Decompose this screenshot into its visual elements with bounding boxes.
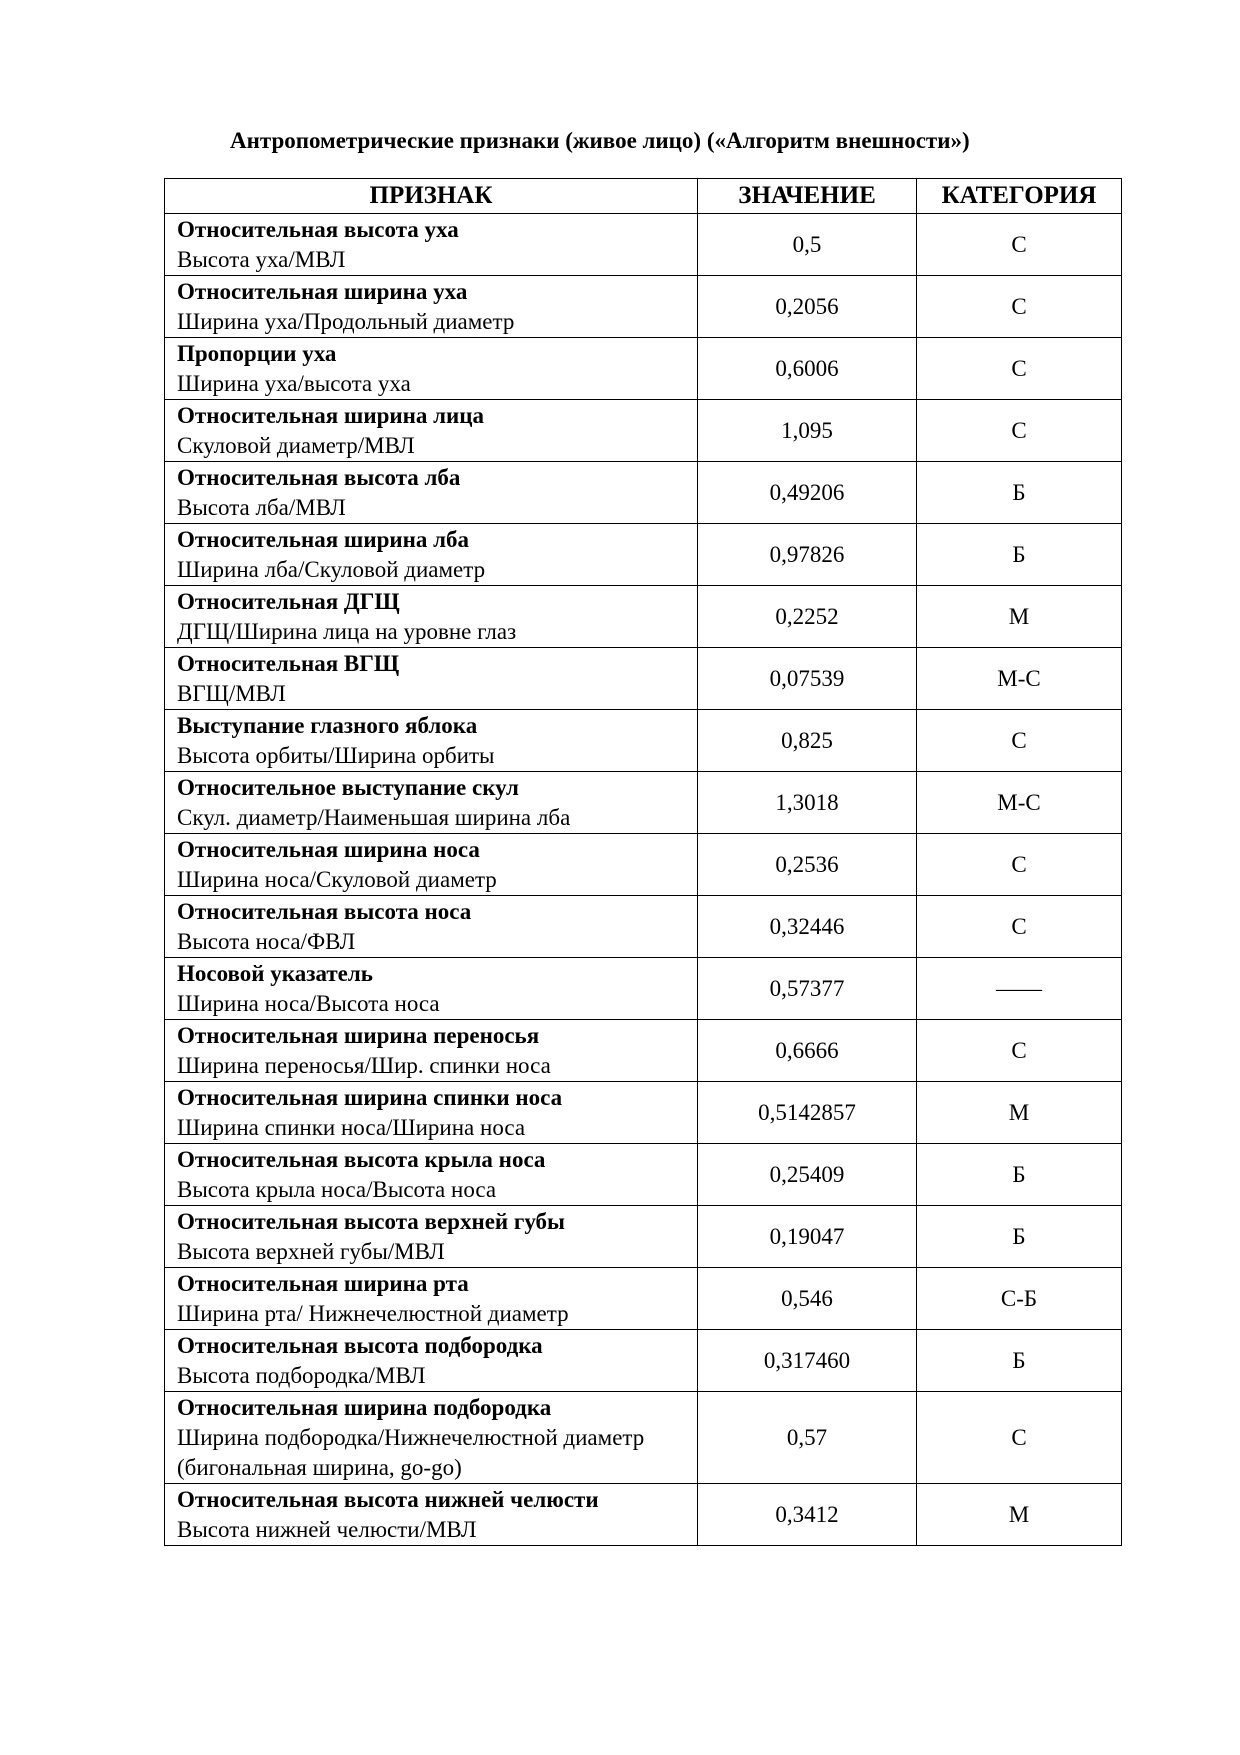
table-row [165, 834, 1122, 896]
feature-name: Относительная ширина лица [177, 402, 485, 428]
feature-formula: Ширина спинки носа/Ширина носа [177, 1114, 526, 1140]
category-cell: С [917, 834, 1122, 896]
table-row [165, 214, 1122, 276]
value-cell: 1,3018 [698, 772, 917, 834]
feature-name: Относительная ширина переносья [177, 1022, 540, 1048]
feature-name: Относительная ширина подбородка [177, 1394, 552, 1420]
table-row [165, 1330, 1122, 1392]
feature-formula: Скуловой диаметр/МВЛ [177, 432, 415, 458]
category-cell: С [917, 1020, 1122, 1082]
feature-name: Относительная ВГЩ [177, 650, 400, 676]
feature-cell [165, 586, 698, 648]
table-row [165, 1020, 1122, 1082]
category-cell: С [917, 214, 1122, 276]
value-cell: 0,25409 [698, 1144, 917, 1206]
table-row [165, 1206, 1122, 1268]
feature-name: Относительная ширина лба [177, 526, 470, 552]
category-cell: М-С [917, 772, 1122, 834]
category-cell: Б [917, 462, 1122, 524]
value-cell: 0,97826 [698, 524, 917, 586]
category-cell: —— [917, 958, 1122, 1020]
feature-formula: Ширина уха/Продольный диаметр [177, 308, 515, 334]
feature-formula: Ширина уха/высота уха [177, 370, 411, 396]
table-header-row [165, 179, 1122, 214]
table-row [165, 400, 1122, 462]
feature-cell [165, 1330, 698, 1392]
category-cell: С [917, 1392, 1122, 1484]
feature-name: Выступание глазного яблока [177, 712, 478, 738]
value-cell: 0,2056 [698, 276, 917, 338]
feature-formula: ВГЩ/МВЛ [177, 680, 286, 706]
feature-cell [165, 524, 698, 586]
table-row [165, 462, 1122, 524]
feature-name: Относительная ширина носа [177, 836, 480, 862]
feature-cell [165, 338, 698, 400]
category-cell: С [917, 276, 1122, 338]
feature-formula: Высота уха/МВЛ [177, 246, 346, 272]
feature-formula: Ширина переносья/Шир. спинки носа [177, 1052, 551, 1078]
feature-cell [165, 462, 698, 524]
feature-name: Относительное выступание скул [177, 774, 519, 800]
feature-cell [165, 214, 698, 276]
category-cell: С [917, 896, 1122, 958]
feature-formula: Ширина подбородка/Нижнечелюстной диаметр (бигональная ширина, go-go) [177, 1424, 645, 1480]
feature-cell [165, 772, 698, 834]
table-row [165, 1392, 1122, 1484]
feature-formula: Ширина носа/Скуловой диаметр [177, 866, 497, 892]
document-title: Антропометрические признаки (живое лицо) («Алгоритм внешности») [230, 128, 970, 153]
table-row [165, 524, 1122, 586]
value-cell: 0,5142857 [698, 1082, 917, 1144]
feature-formula: Высота лба/МВЛ [177, 494, 346, 520]
feature-cell [165, 276, 698, 338]
feature-cell [165, 1082, 698, 1144]
feature-formula: Высота носа/ФВЛ [177, 928, 356, 954]
category-cell: С-Б [917, 1268, 1122, 1330]
feature-formula: ДГЩ/Ширина лица на уровне глаз [177, 618, 517, 644]
feature-cell [165, 1268, 698, 1330]
feature-name: Относительная высота крыла носа [177, 1146, 546, 1172]
value-cell: 0,57 [698, 1392, 917, 1484]
feature-formula: Ширина рта/ Нижнечелюстной диаметр [177, 1300, 569, 1326]
feature-cell [165, 710, 698, 772]
feature-name: Пропорции уха [177, 340, 337, 366]
feature-formula: Высота крыла носа/Высота носа [177, 1176, 497, 1202]
value-cell: 0,546 [698, 1268, 917, 1330]
value-cell: 0,6666 [698, 1020, 917, 1082]
value-cell: 0,317460 [698, 1330, 917, 1392]
table-row [165, 896, 1122, 958]
table-row [165, 586, 1122, 648]
value-cell: 0,2536 [698, 834, 917, 896]
table-row [165, 648, 1122, 710]
anthropometric-table [164, 178, 1122, 1546]
header-value: ЗНАЧЕНИЕ [698, 179, 917, 214]
value-cell: 0,57377 [698, 958, 917, 1020]
table-row [165, 958, 1122, 1020]
feature-formula: Высота нижней челюсти/МВЛ [177, 1516, 477, 1542]
category-cell: Б [917, 1206, 1122, 1268]
feature-name: Относительная ширина рта [177, 1270, 469, 1296]
feature-formula: Ширина лба/Скуловой диаметр [177, 556, 486, 582]
category-cell: Б [917, 1144, 1122, 1206]
feature-cell [165, 400, 698, 462]
value-cell: 0,6006 [698, 338, 917, 400]
feature-cell [165, 896, 698, 958]
value-cell: 0,32446 [698, 896, 917, 958]
feature-name: Относительная ширина уха [177, 278, 468, 304]
feature-cell [165, 1392, 698, 1484]
category-cell: Б [917, 524, 1122, 586]
table-row [165, 338, 1122, 400]
value-cell: 0,07539 [698, 648, 917, 710]
value-cell: 0,19047 [698, 1206, 917, 1268]
table-row [165, 1082, 1122, 1144]
feature-cell [165, 648, 698, 710]
feature-formula: Ширина носа/Высота носа [177, 990, 440, 1016]
feature-cell [165, 958, 698, 1020]
category-cell: М [917, 1484, 1122, 1546]
feature-name: Относительная высота носа [177, 898, 472, 924]
feature-cell [165, 1206, 698, 1268]
feature-name: Носовой указатель [177, 960, 373, 986]
value-cell: 0,5 [698, 214, 917, 276]
category-cell: С [917, 400, 1122, 462]
category-cell: М [917, 1082, 1122, 1144]
table-row [165, 710, 1122, 772]
feature-cell [165, 834, 698, 896]
header-category: КАТЕГОРИЯ [917, 179, 1122, 214]
table-row [165, 1268, 1122, 1330]
feature-formula: Высота орбиты/Ширина орбиты [177, 742, 495, 768]
table-row [165, 276, 1122, 338]
category-cell: С [917, 710, 1122, 772]
feature-cell [165, 1020, 698, 1082]
category-cell: Б [917, 1330, 1122, 1392]
value-cell: 0,3412 [698, 1484, 917, 1546]
feature-cell [165, 1144, 698, 1206]
feature-name: Относительная высота подбородка [177, 1332, 543, 1358]
feature-name: Относительная высота лба [177, 464, 461, 490]
feature-formula: Высота верхней губы/МВЛ [177, 1238, 445, 1264]
header-feature: ПРИЗНАК [165, 179, 698, 214]
feature-name: Относительная высота уха [177, 216, 459, 242]
feature-formula: Высота подбородка/МВЛ [177, 1362, 426, 1388]
table-row [165, 772, 1122, 834]
feature-cell [165, 1484, 698, 1546]
feature-name: Относительная высота верхней губы [177, 1208, 566, 1234]
feature-name: Относительная ширина спинки носа [177, 1084, 563, 1110]
category-cell: М [917, 586, 1122, 648]
feature-name: Относительная ДГЩ [177, 588, 400, 614]
feature-formula: Скул. диаметр/Наименьшая ширина лба [177, 804, 571, 830]
value-cell: 0,2252 [698, 586, 917, 648]
table-row [165, 1484, 1122, 1546]
value-cell: 0,49206 [698, 462, 917, 524]
category-cell: С [917, 338, 1122, 400]
value-cell: 0,825 [698, 710, 917, 772]
value-cell: 1,095 [698, 400, 917, 462]
feature-name: Относительная высота нижней челюсти [177, 1486, 599, 1512]
category-cell: М-С [917, 648, 1122, 710]
table-row [165, 1144, 1122, 1206]
